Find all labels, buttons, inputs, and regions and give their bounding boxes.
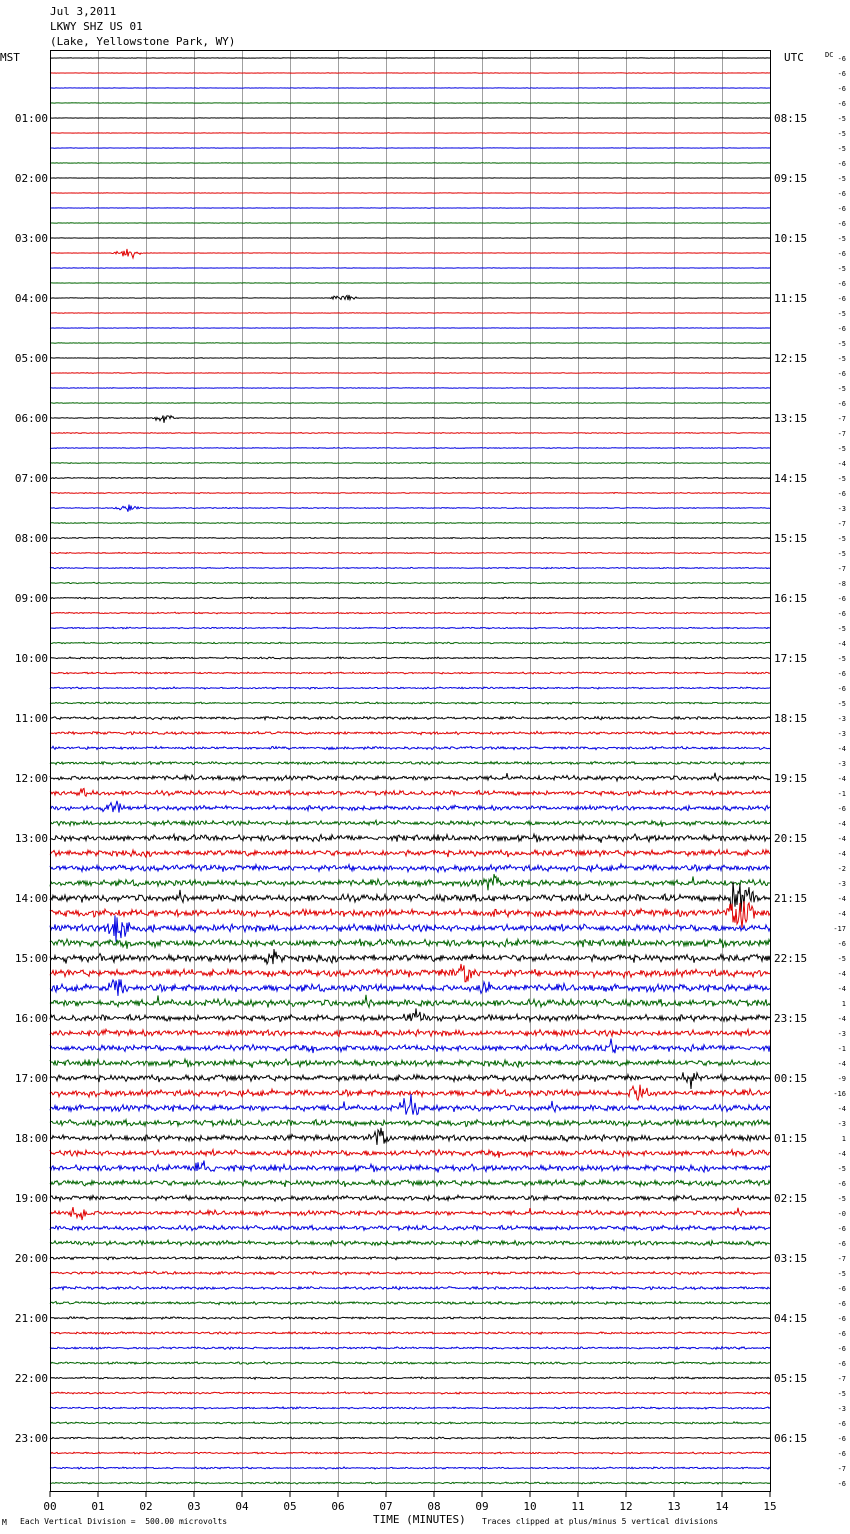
dc-offset-label: -6	[837, 1360, 846, 1368]
dc-offset-label: -7	[837, 1255, 846, 1263]
trace-line	[50, 1128, 770, 1145]
dc-offset-label: -6	[837, 205, 846, 213]
dc-offset-label: -5	[837, 445, 846, 453]
trace-line	[50, 627, 770, 629]
dc-offset-label: -6	[837, 1345, 846, 1353]
dc-offset-label: -5	[837, 955, 846, 963]
mst-hour-label: 17:00	[14, 1072, 48, 1085]
trace-line	[50, 1029, 770, 1036]
x-tick-label: 08	[427, 1500, 441, 1513]
dc-offset-label: -6	[837, 1330, 846, 1338]
mst-hour-label: 15:00	[14, 952, 48, 965]
dc-offset-label: -6	[837, 805, 846, 813]
trace-line	[50, 1287, 770, 1290]
dc-offset-label: -6	[837, 1240, 846, 1248]
dc-offset-label: -4	[837, 1060, 846, 1068]
dc-offset-label: -5	[837, 1390, 846, 1398]
dc-offset-label: -6	[837, 1315, 846, 1323]
trace-line	[50, 597, 770, 599]
trace-line	[50, 1482, 770, 1484]
trace-line	[50, 1347, 770, 1350]
trace-line	[50, 249, 770, 258]
mst-hour-label: 09:00	[14, 592, 48, 605]
dc-offset-label: -5	[837, 655, 846, 663]
utc-hour-label: 13:15	[774, 412, 808, 425]
mst-hour-label: 04:00	[14, 292, 48, 305]
mst-hour-label: 06:00	[14, 412, 48, 425]
dc-offset-label: -3	[837, 760, 846, 768]
utc-hour-labels	[774, 112, 807, 1445]
x-tick-label: 09	[475, 1500, 489, 1513]
dc-offset-label: -2	[837, 865, 846, 873]
chart-date: Jul 3,2011	[50, 5, 117, 18]
trace-line	[50, 717, 770, 720]
x-tick-label: 15	[763, 1500, 777, 1513]
mst-hour-label: 12:00	[14, 772, 48, 785]
trace-line	[50, 820, 770, 827]
trace-line	[50, 939, 770, 949]
dc-offset-label: -6	[837, 940, 846, 948]
dc-offset-label: -6	[837, 220, 846, 228]
utc-hour-label: 09:15	[774, 172, 808, 185]
dc-offset-label: -3	[837, 1405, 846, 1413]
dc-offset-label: -4	[837, 895, 846, 903]
utc-hour-label: 19:15	[774, 772, 808, 785]
dc-offset-label: -6	[837, 280, 846, 288]
trace-line	[50, 979, 770, 996]
trace-line	[50, 1094, 770, 1114]
utc-hour-label: 17:15	[774, 652, 808, 665]
dc-offset-label: -6	[837, 325, 846, 333]
dc-offset-label: -5	[837, 145, 846, 153]
trace-line	[50, 295, 770, 300]
trace-line	[50, 1422, 770, 1424]
dc-header-label: DC	[825, 51, 834, 59]
mst-hour-labels	[15, 112, 48, 1445]
dc-offset-label: -4	[837, 985, 846, 993]
utc-axis-label: UTC	[784, 51, 804, 64]
utc-hour-label: 03:15	[774, 1252, 808, 1265]
x-tick-label: 10	[523, 1500, 537, 1513]
dc-offset-label: -1	[837, 1045, 846, 1053]
dc-offset-label: -5	[837, 385, 846, 393]
utc-hour-label: 18:15	[774, 712, 808, 725]
dc-offset-label: -5	[837, 550, 846, 558]
utc-hour-label: 01:15	[774, 1132, 808, 1145]
dc-offset-labels	[833, 55, 846, 1488]
trace-line	[50, 1437, 770, 1439]
dc-offset-label: -4	[837, 460, 846, 468]
trace-line	[50, 964, 770, 982]
dc-offset-label: -6	[837, 85, 846, 93]
dc-offset-label: -4	[837, 835, 846, 843]
dc-offset-label: -6	[837, 670, 846, 678]
trace-line	[50, 850, 770, 858]
dc-offset-label: 1	[841, 1135, 846, 1143]
trace-line	[50, 687, 770, 689]
x-tick-label: 03	[187, 1500, 201, 1513]
dc-offset-label: -6	[837, 190, 846, 198]
trace-line	[50, 834, 770, 843]
mst-hour-label: 03:00	[14, 232, 48, 245]
trace-line	[50, 789, 770, 797]
mst-hour-label: 19:00	[14, 1192, 48, 1205]
trace-line	[50, 403, 770, 404]
mst-hour-label: 21:00	[14, 1312, 48, 1325]
trace-line	[50, 1362, 770, 1365]
dc-offset-label: -7	[837, 415, 846, 423]
dc-offset-label: -5	[837, 1195, 846, 1203]
utc-hour-label: 11:15	[774, 292, 808, 305]
trace-line	[50, 1225, 770, 1230]
dc-offset-label: -4	[837, 640, 846, 648]
dc-offset-label: -6	[837, 250, 846, 258]
trace-line	[50, 1119, 770, 1126]
dc-offset-label: -5	[837, 355, 846, 363]
trace-line	[50, 463, 770, 464]
trace-line	[50, 477, 770, 478]
dc-offset-label: -5	[837, 265, 846, 273]
dc-offset-label: -3	[837, 730, 846, 738]
trace-line	[50, 1240, 770, 1246]
dc-offset-label: -8	[837, 580, 846, 588]
trace-line	[50, 552, 770, 553]
x-tick-label: 05	[283, 1500, 297, 1513]
dc-offset-label: -4	[837, 820, 846, 828]
trace-line	[50, 1452, 770, 1454]
trace-line	[50, 612, 770, 614]
scale-note: Each Vertical Division = 500.00 microvolts	[20, 1517, 228, 1526]
mst-hour-label: 01:00	[14, 112, 48, 125]
x-tick-label: 04	[235, 1500, 249, 1513]
x-tick-label: 11	[571, 1500, 585, 1513]
dc-offset-label: -6	[837, 55, 846, 63]
trace-line	[50, 672, 770, 674]
dc-offset-label: -6	[837, 595, 846, 603]
trace-line	[50, 1317, 770, 1320]
dc-offset-label: -6	[837, 1480, 846, 1488]
dc-offset-label: -4	[837, 775, 846, 783]
dc-offset-label: -3	[837, 880, 846, 888]
dc-offset-label: -6	[837, 370, 846, 378]
dc-offset-label: -4	[837, 1105, 846, 1113]
trace-line	[50, 773, 770, 781]
trace-line	[50, 1072, 770, 1089]
mst-hour-label: 22:00	[14, 1372, 48, 1385]
trace-line	[50, 388, 770, 389]
dc-offset-label: -3	[837, 1030, 846, 1038]
dc-offset-label: -17	[833, 925, 846, 933]
dc-offset-label: -6	[837, 70, 846, 78]
dc-offset-label: -9	[837, 1075, 846, 1083]
mst-hour-label: 18:00	[14, 1132, 48, 1145]
trace-line	[50, 1085, 770, 1101]
trace-line	[50, 1256, 770, 1259]
mst-hour-label: 02:00	[14, 172, 48, 185]
station-name: LKWY SHZ US 01	[50, 20, 143, 33]
dc-offset-label: -4	[837, 1150, 846, 1158]
trace-line	[50, 949, 770, 964]
dc-offset-label: -6	[837, 1435, 846, 1443]
dc-offset-label: -6	[837, 1285, 846, 1293]
dc-offset-label: -6	[837, 1300, 846, 1308]
trace-line	[50, 416, 770, 423]
dc-offset-label: -5	[837, 175, 846, 183]
trace-line	[50, 358, 770, 359]
plot-frame	[51, 51, 771, 1492]
trace-line	[50, 995, 770, 1008]
mst-hour-label: 23:00	[14, 1432, 48, 1445]
dc-offset-label: -6	[837, 100, 846, 108]
utc-hour-label: 14:15	[774, 472, 808, 485]
trace-line	[50, 901, 770, 928]
mst-hour-label: 20:00	[14, 1252, 48, 1265]
dc-offset-label: -5	[837, 130, 846, 138]
dc-offset-label: -6	[837, 1180, 846, 1188]
dc-offset-label: -5	[837, 235, 846, 243]
trace-line	[50, 1271, 770, 1275]
seismogram-traces	[50, 58, 770, 1484]
x-tick-label: 00	[43, 1500, 57, 1513]
dc-offset-label: -6	[837, 295, 846, 303]
minute-gridlines	[99, 50, 723, 1491]
x-tick-label: 07	[379, 1500, 393, 1513]
dc-offset-label: -4	[837, 1015, 846, 1023]
utc-hour-label: 21:15	[774, 892, 808, 905]
trace-line	[50, 801, 770, 813]
dc-offset-label: -4	[837, 850, 846, 858]
trace-line	[50, 915, 770, 941]
trace-line	[50, 762, 770, 765]
dc-offset-label: -6	[837, 610, 846, 618]
trace-line	[50, 522, 770, 523]
mst-hour-label: 16:00	[14, 1012, 48, 1025]
dc-offset-label: -5	[837, 700, 846, 708]
clip-note: Traces clipped at plus/minus 5 vertical divisions	[482, 1517, 719, 1526]
utc-hour-label: 12:15	[774, 352, 808, 365]
mst-hour-label: 05:00	[14, 352, 48, 365]
trace-line	[50, 343, 770, 344]
dc-offset-label: -5	[837, 475, 846, 483]
dc-offset-label: -4	[837, 910, 846, 918]
trace-line	[50, 505, 770, 512]
trace-line	[50, 537, 770, 538]
dc-offset-label: -5	[837, 535, 846, 543]
dc-offset-label: -7	[837, 1375, 846, 1383]
dc-offset-label: -6	[837, 400, 846, 408]
dc-offset-label: -7	[837, 430, 846, 438]
dc-offset-label: -0	[837, 1210, 846, 1218]
dc-offset-label: -5	[837, 340, 846, 348]
dc-offset-label: -6	[837, 1225, 846, 1233]
trace-line	[50, 1332, 770, 1334]
x-tick-label: 12	[619, 1500, 633, 1513]
mst-hour-label: 07:00	[14, 472, 48, 485]
dc-offset-label: -6	[837, 490, 846, 498]
trace-line	[50, 433, 770, 434]
trace-line	[50, 1039, 770, 1054]
dc-offset-label: -6	[837, 1420, 846, 1428]
mst-hour-label: 13:00	[14, 832, 48, 845]
x-axis-ticks	[43, 1491, 776, 1513]
corner-mark: M	[2, 1518, 7, 1527]
trace-line	[50, 1392, 770, 1394]
dc-offset-label: -5	[837, 1270, 846, 1278]
utc-hour-label: 02:15	[774, 1192, 808, 1205]
dc-offset-label: -5	[837, 625, 846, 633]
utc-hour-label: 22:15	[774, 952, 808, 965]
trace-line	[50, 702, 770, 704]
trace-line	[50, 657, 770, 659]
utc-hour-label: 20:15	[774, 832, 808, 845]
utc-hour-label: 00:15	[774, 1072, 808, 1085]
mst-hour-label: 11:00	[14, 712, 48, 725]
trace-line	[50, 642, 770, 644]
dc-offset-label: -7	[837, 565, 846, 573]
mst-hour-label: 08:00	[14, 532, 48, 545]
dc-offset-label: -3	[837, 1120, 846, 1128]
trace-line	[50, 567, 770, 568]
station-location: (Lake, Yellowstone Park, WY)	[50, 35, 236, 48]
x-axis-title: TIME (MINUTES)	[373, 1513, 466, 1526]
trace-line	[50, 731, 770, 734]
trace-line	[50, 493, 770, 494]
dc-offset-label: -7	[837, 1465, 846, 1473]
mst-axis-label: MST	[0, 51, 20, 64]
utc-hour-label: 05:15	[774, 1372, 808, 1385]
mst-hour-label: 14:00	[14, 892, 48, 905]
utc-hour-label: 16:15	[774, 592, 808, 605]
trace-line	[50, 1407, 770, 1409]
dc-offset-label: 1	[841, 1000, 846, 1008]
dc-offset-label: -6	[837, 685, 846, 693]
trace-line	[50, 1008, 770, 1021]
trace-line	[50, 746, 770, 749]
trace-line	[50, 373, 770, 374]
x-tick-label: 02	[139, 1500, 153, 1513]
trace-line	[50, 1207, 770, 1220]
utc-hour-label: 06:15	[774, 1432, 808, 1445]
dc-offset-label: -6	[837, 1450, 846, 1458]
dc-offset-label: -3	[837, 505, 846, 513]
utc-hour-label: 08:15	[774, 112, 808, 125]
trace-line	[50, 1059, 770, 1068]
x-tick-label: 14	[715, 1500, 729, 1513]
trace-line	[50, 1161, 770, 1173]
trace-line	[50, 1467, 770, 1469]
trace-line	[50, 864, 770, 872]
utc-hour-label: 15:15	[774, 532, 808, 545]
x-tick-label: 06	[331, 1500, 345, 1513]
dc-offset-label: -4	[837, 745, 846, 753]
dc-offset-label: -5	[837, 115, 846, 123]
trace-line	[50, 1195, 770, 1201]
dc-offset-label: -3	[837, 715, 846, 723]
trace-line	[50, 1150, 770, 1158]
dc-offset-label: -7	[837, 520, 846, 528]
trace-line	[50, 874, 770, 890]
dc-offset-label: -6	[837, 160, 846, 168]
trace-line	[50, 1377, 770, 1379]
dc-offset-label: -5	[837, 310, 846, 318]
dc-offset-label: -5	[837, 1165, 846, 1173]
trace-line	[50, 1180, 770, 1187]
trace-line	[50, 1301, 770, 1304]
dc-offset-label: -1	[837, 790, 846, 798]
dc-offset-label: -4	[837, 970, 846, 978]
trace-line	[50, 582, 770, 583]
dc-offset-label: -16	[833, 1090, 846, 1098]
trace-line	[50, 448, 770, 449]
trace-line	[50, 328, 770, 329]
utc-hour-label: 10:15	[774, 232, 808, 245]
mst-hour-label: 10:00	[14, 652, 48, 665]
x-tick-label: 01	[91, 1500, 105, 1513]
utc-hour-label: 23:15	[774, 1012, 808, 1025]
utc-hour-label: 04:15	[774, 1312, 808, 1325]
x-tick-label: 13	[667, 1500, 681, 1513]
